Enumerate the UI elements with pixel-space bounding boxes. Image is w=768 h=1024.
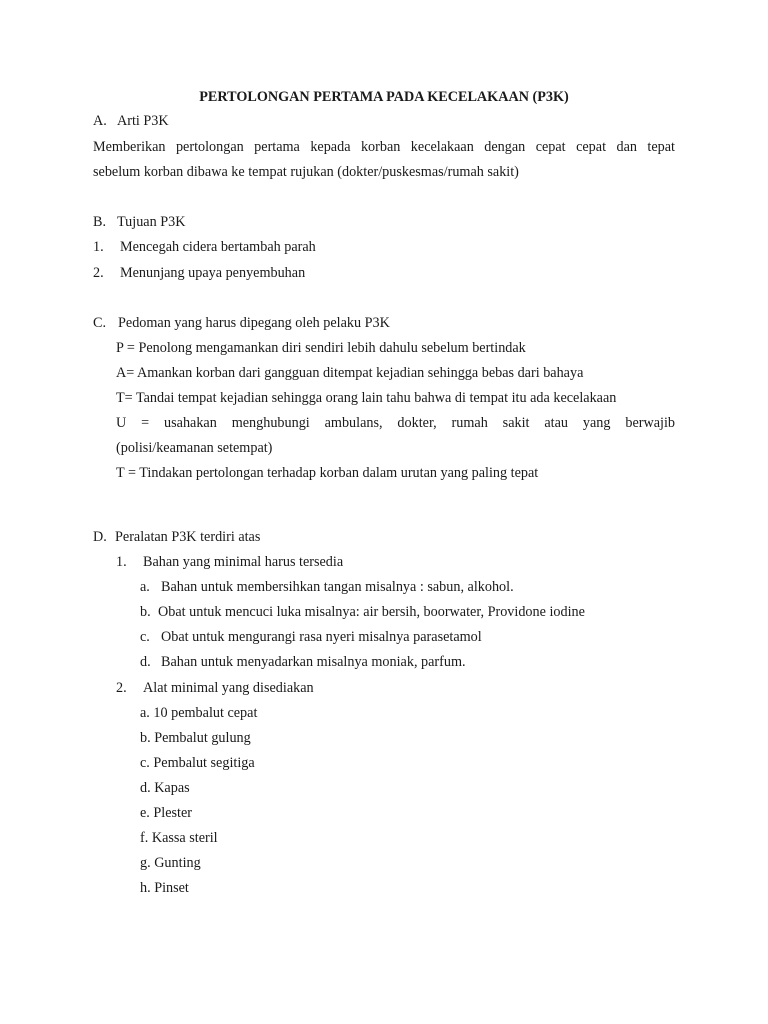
list-item: 2. Menunjang upaya penyembuhan [93,265,306,281]
subsection-1-heading: 1. Bahan yang minimal harus tersedia [116,554,344,570]
page-title: PERTOLONGAN PERTAMA PADA KECELAKAAN (P3K) [199,89,569,105]
list-item: d. Bahan untuk menyadarkan misalnya moniak, parfum. [140,654,466,670]
guideline-u-line-2: (polisi/keamanan setempat) [116,440,273,456]
section-b-title: Tujuan P3K [117,214,186,230]
section-a-heading [93,112,169,130]
section-a-paragraph-line-1: Memberikan pertolongan pertama kepada korban kecelakaan dengan cepat cepat dan tepat [93,139,675,155]
list-item: d. Kapas [140,780,190,796]
guideline-t-tindakan: T = Tindakan pertolongan terhadap korban dalam urutan yang paling tepat [116,465,539,481]
list-item: g. Gunting [140,855,201,871]
section-b-heading [93,213,185,231]
guideline-a: A= Amankan korban dari gangguan ditempat kejadian sehingga bebas dari bahaya [116,365,584,381]
guideline-t-tandai: T= Tandai tempat kejadian sehingga orang lain tahu bahwa di tempat itu ada kecelakaan [116,390,617,406]
section-a-title: Arti P3K [117,113,169,129]
section-a-paragraph-line-2: sebelum korban dibawa ke tempat rujukan (dokter/puskesmas/rumah sakit) [93,164,519,180]
list-item: 1. Mencegah cidera bertambah parah [93,239,316,255]
list-item: a. 10 pembalut cepat [140,705,258,721]
section-d-title: Peralatan P3K terdiri atas [115,529,261,545]
list-item: h. Pinset [140,880,189,896]
list-item: f. Kassa steril [140,830,218,846]
guideline-u-line-1: U = usahakan menghubungi ambulans, dokter, rumah sakit atau yang berwajib [116,415,675,431]
guideline-p: P = Penolong mengamankan diri sendiri lebih dahulu sebelum bertindak [116,340,526,356]
list-item: b. Obat untuk mencuci luka misalnya: air bersih, boorwater, Providone iodine [140,604,585,620]
section-c-marker: C. [93,315,107,331]
list-item: a. Bahan untuk membersihkan tangan misalnya : sabun, alkohol. [140,579,514,595]
subsection-2-heading: 2. Alat minimal yang disediakan [116,680,314,696]
list-item: c. Pembalut segitiga [140,755,255,771]
list-item: c. Obat untuk mengurangi rasa nyeri misalnya parasetamol [140,629,482,645]
section-b-marker: B. [93,214,107,230]
list-item: b. Pembalut gulung [140,730,251,746]
list-item: e. Plester [140,805,193,821]
section-c-heading [93,314,390,332]
section-a-marker: A. [93,113,107,129]
section-d-marker: D. [93,529,107,545]
section-c-title: Pedoman yang harus dipegang oleh pelaku P3K [118,315,390,331]
section-d-heading [93,528,260,546]
